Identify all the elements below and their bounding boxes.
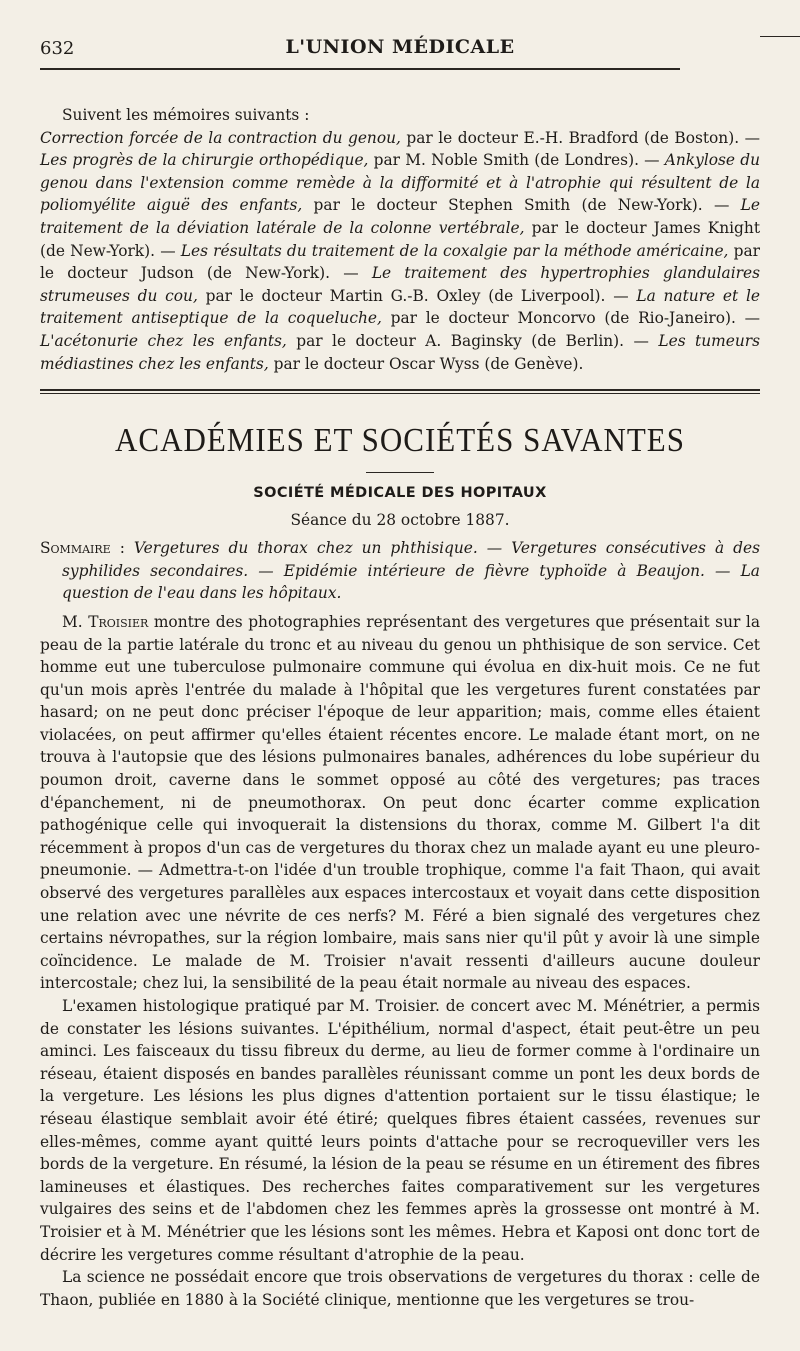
memoire-title: Le traitement de la déviation latérale de la colonne vertébrale, [40, 196, 760, 237]
speaker-name: M. Troisier [62, 612, 149, 631]
memoire-title: Les progrès de la chirurgie orthopédique, [40, 151, 369, 170]
title-rule [366, 472, 434, 473]
memoires-intro: Suivent les mémoires suivants : [62, 106, 310, 124]
section-title: ACADÉMIES ET SOCIÉTÉS SAVANTES [115, 420, 685, 459]
memoire-author: par le docteur Judson (de New-York). [40, 241, 760, 283]
memoire-author: par le docteur E.-H. Bradford (de Boston). [400, 128, 740, 147]
header-rule [40, 68, 680, 70]
memoire-title: Ankylose du genou dans l'extension comme remède à la difformité et à l'atrophie qui résultent de la poliomyélite aiguë des enfants, [40, 151, 760, 215]
body-paragraph-1 [40, 611, 760, 995]
memoire-author: par le docteur James Knight (de New-York). [40, 218, 760, 260]
body-paragraph-2: L'examen histologique pratiqué par M. Troisier. de concert avec M. Ménétrier, a permis de constater les lésions suivantes. L'épithélium, normal d'aspect, était peut-être un peu aminci. Les faisceaux du tissu fibreux du derme, au lieu de former comme à l'ordinaire un réseau, étaient disposés en bandes parallèles réunissant comme un pont les deux bords de la vergeture. Les lésions les plus dignes d'attention portaient sur le tissu élastique; le réseau élastique semblait avoir été étiré; quelques fibres étaient cassées, revenues sur elles-mêmes, comme ayant quitté leurs points d'attache pour se recroqueviller vers les bords de la vergeture. En résumé, la lésion de la peau se résume en un étirement des fibres lamineuses et élastiques. Des recherches faites comparativement sur les vergetures vulgaires des seins et de l'abdomen chez les femmes après la grossesse ont montré à M. Troisier et à M. Ménétrier que les lésions sont les mêmes. Hebra et Kaposi ont donc tort de décrire les vergetures comme résultant d'atrophie de la peau. [40, 997, 760, 1264]
memoire-title: Correction forcée de la contraction du genou, [40, 128, 401, 147]
sommaire [40, 537, 760, 605]
page-header [40, 34, 760, 64]
memoire-separator: — [155, 241, 181, 260]
memoire-author: par M. Noble Smith (de Londres). [368, 151, 639, 170]
memoire-separator: — [735, 309, 760, 328]
memoire-separator: — [739, 128, 760, 147]
header-rule-short [760, 36, 800, 37]
memoire-title: Les résultats du traitement de la coxalgie par la méthode américaine, [180, 241, 729, 260]
memoire-title: L'acétonurie chez les enfants, [40, 331, 287, 350]
seance-date: Séance du 28 octobre 1887. [290, 511, 510, 530]
memoire-author: par le docteur A. Baginsky (de Berlin). [286, 331, 625, 350]
memoire-title: Les tumeurs médiastines chez les enfants, [40, 331, 760, 373]
memoire-separator: — [624, 331, 659, 350]
section-divider [40, 389, 760, 394]
memoires-paragraph [40, 104, 760, 375]
memoire-author: par le docteur Moncorvo (de Rio-Janeiro). [381, 309, 736, 328]
paragraph-text: montre des photographies représentant des vergetures que présentait sur la peau de la partie latérale du tronc et au niveau du genou un phthisique de son service. Cet homme eut une tuberculose pulmonaire commune qui évolua en dix-huit mois. Ce ne fut qu'un mois après l'entrée du malade à l'hôpital que les vergetures furent constatées par hasard; on ne peut donc préciser l'époque de leur apparition; mais, comme elles étaient violacées, on peut affirmer qu'elles étaient récentes encore. Le malade étant mort, on ne trouva à l'autopsie que des lésions pulmonaires banales, adhérences du lobe supérieur du poumon droit, caverne dans le sommet opposé au côté des vergetures; pas traces d'épanchement, ni de pneumothorax. On peut donc écarter comme explication pathogénique celle qui invoquerait la distensions du thorax, comme M. Gilbert l'a dit récemment à propos d'un cas de vergetures du thorax chez un malade ayant eu une pleuro-pneumonie. — Admettra-t-on l'idée d'un trouble trophique, comme l'a fait Thaon, qui avait observé des vergetures parallèles aux espaces intercostaux et voyait dans cette disposition une relation avec une névrite de ces nerfs? M. Féré a bien signalé des vergetures chez certains névropathes, sur la région lombaire, mais sans nier qu'il pût y avoir là une simple coïncidence. Le malade de M. Troisier n'avait ressenti d'ailleurs aucune douleur intercostale; chez lui, la sensibilité de la peau était normale au niveau des espaces. [40, 612, 760, 993]
running-title: L'UNION MÉDICALE [285, 36, 515, 58]
memoire-author: par le docteur Oscar Wyss (de Genève). [268, 354, 584, 373]
memoire-title: La nature et le traitement antiseptique de la coqueluche, [40, 286, 760, 328]
memoire-separator: — [702, 196, 741, 215]
body-paragraph-3: La science ne possédait encore que trois observations de vergetures du thorax : celle de Thaon, publiée en 1880 à la Société clinique, mentionne que les vergetures se trou- [40, 1268, 760, 1309]
society-heading: SOCIÉTÉ MÉDICALE DES HOPITAUX [253, 485, 547, 502]
memoire-separator: — [330, 264, 372, 283]
memoire-author: par le docteur Stephen Smith (de New-York). [302, 196, 703, 215]
sommaire-text: Vergetures du thorax chez un phthisique. — Vergetures consécutives à des syphilides secondaires. — Epidémie intérieure de fièvre typhoïde à Beaujon. — La question de l'eau dans les hôpitaux. [62, 539, 760, 603]
memoire-author: par le docteur Martin G.-B. Oxley (de Liverpool). [197, 286, 606, 305]
sommaire-label: Sommaire : [40, 539, 125, 558]
memoire-title: Le traitement des hypertrophies glandulaires strumeuses du cou, [40, 264, 760, 305]
memoire-separator: — [638, 151, 665, 170]
page-number: 632 [40, 38, 75, 59]
memoire-separator: — [605, 286, 637, 305]
